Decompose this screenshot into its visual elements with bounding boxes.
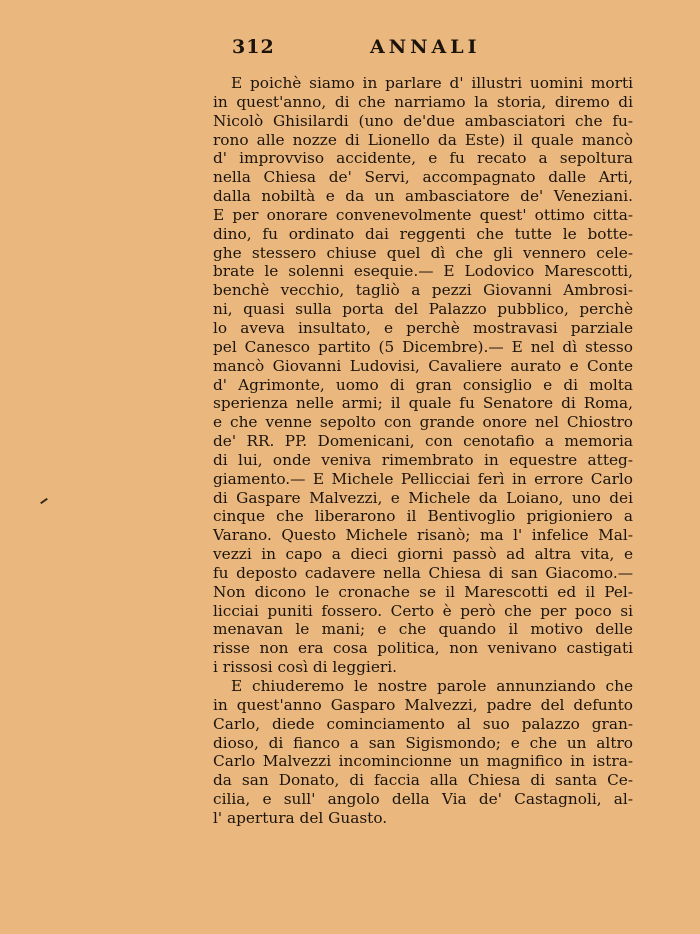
text-line: di lui, onde veniva rimembrato in equestre atteg- (213, 450, 633, 469)
page-number: 312 (232, 36, 275, 58)
running-title: ANNALI (370, 36, 481, 58)
text-line: i rissosi così di leggieri. (213, 658, 397, 677)
text-line: brate le solenni esequie.— E Lodovico Marescotti, (213, 262, 633, 281)
text-line: Carlo, diede cominciamento al suo palazzo gran- (213, 714, 633, 733)
text-line: risse non era cosa politica, non venivano castigati (213, 639, 633, 658)
text-line: ghe stessero chiuse quel dì che gli vennero cele- (213, 243, 633, 262)
text-line: d' improvviso accidente, e fu recato a sepoltura (213, 149, 633, 168)
text-line: E poichè siamo in parlare d' illustri uomini morti (231, 74, 633, 92)
text-line: cinque che liberarono il Bentivoglio prigioniero a (213, 507, 633, 526)
text-line: fu deposto cadavere nella Chiesa di san Giacomo.— (213, 563, 633, 582)
text-line: Varano. Questo Michele risanò; ma l' infelice Mal- (213, 526, 633, 545)
text-line: nella Chiesa de' Servi, accompagnato dalle Arti, (213, 168, 633, 187)
text-line: rono alle nozze di Lionello da Este) il quale mancò (213, 130, 633, 149)
text-line: ni, quasi sulla porta del Palazzo pubblico, perchè (213, 300, 633, 319)
text-line: Carlo Malvezzi incomincionne un magnifico in istra- (213, 752, 633, 771)
text-line: l' apertura del Guasto. (213, 808, 388, 827)
text-line: Nicolò Ghisilardi (uno de'due ambasciatori che fu- (213, 111, 633, 130)
text-line: da san Donato, di faccia alla Chiesa di santa Ce- (213, 771, 633, 790)
text-line: de' RR. PP. Domenicani, con cenotafio a memoria (213, 432, 633, 451)
text-line: in quest'anno, di che narriamo la storia, diremo di (213, 92, 633, 111)
text-line: di Gaspare Malvezzi, e Michele da Loiano, uno dei (213, 488, 633, 507)
margin-mark (40, 498, 48, 504)
text-line: dalla nobiltà e da un ambasciatore de' Veneziani. (213, 187, 633, 206)
text-line: cilia, e sull' angolo della Via de' Castagnoli, al- (213, 790, 633, 809)
text-line: d' Agrimonte, uomo di gran consiglio e di molta (213, 375, 633, 394)
text-line: E chiuderemo le nostre parole annunziando che (231, 677, 633, 695)
page-header (232, 36, 642, 60)
text-line: dioso, di fianco a san Sigismondo; e che un altro (213, 733, 633, 752)
text-line: menavan le mani; e che quando il motivo delle (213, 620, 633, 639)
text-line: dino, fu ordinato dai reggenti che tutte le botte- (213, 224, 633, 243)
text-line: licciai puniti fossero. Certo è però che per poco si (213, 601, 633, 620)
text-line: E per onorare convenevolmente quest' ottimo citta- (213, 205, 633, 224)
text-line: Non dicono le cronache se il Marescotti ed il Pel- (213, 582, 633, 601)
text-line: lo aveva insultato, e perchè mostravasi parziale (213, 318, 633, 337)
text-line: mancò Giovanni Ludovisi, Cavaliere aurato e Conte (213, 356, 633, 375)
text-line: vezzi in capo a dieci giorni passò ad altra vita, e (213, 545, 633, 564)
text-line: sperienza nelle armi; il quale fu Senatore di Roma, (213, 394, 633, 413)
text-line: e che venne sepolto con grande onore nel Chiostro (213, 413, 633, 432)
body-text (213, 74, 633, 828)
text-line: benchè vecchio, tagliò a pezzi Giovanni Ambrosi- (213, 281, 633, 300)
text-line: giamento.— E Michele Pellicciai ferì in errore Carlo (213, 469, 633, 488)
text-line: in quest'anno Gasparo Malvezzi, padre del defunto (213, 695, 633, 714)
text-line: pel Canesco partito (5 Dicembre).— E nel dì stesso (213, 337, 633, 356)
